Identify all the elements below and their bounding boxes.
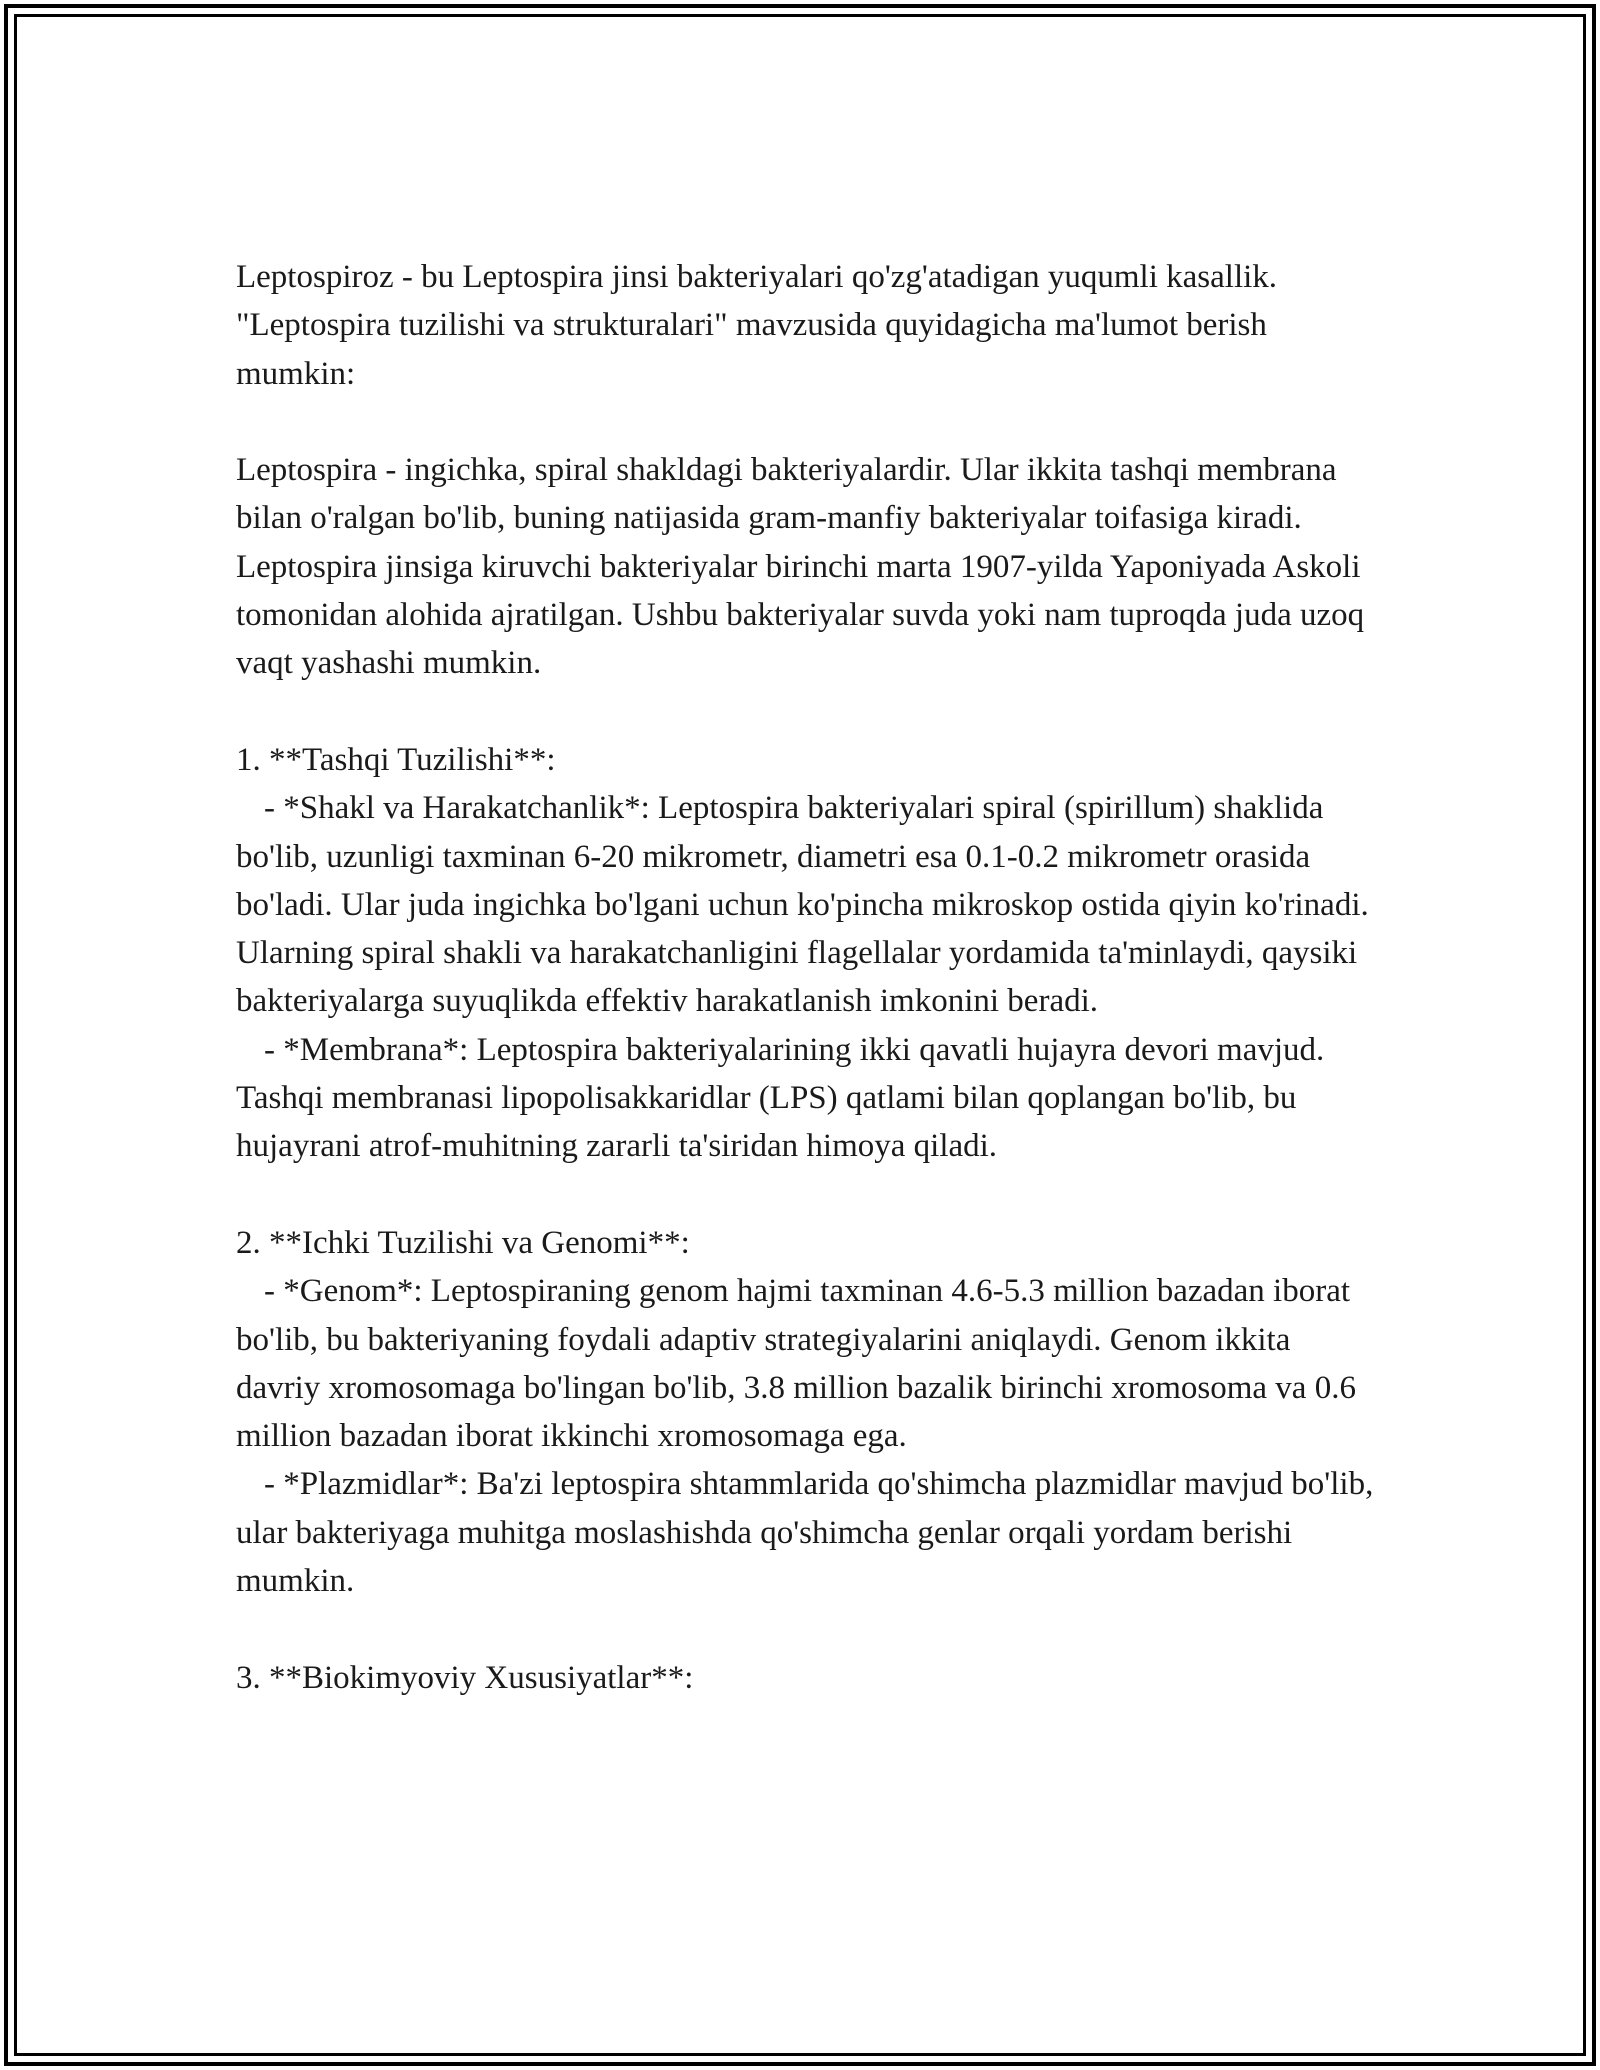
intro-paragraph: Leptospiroz - bu Leptospira jinsi bakteriyalari qo'zg'atadigan yuqumli kasallik. "Leptospira tuzilishi va strukturalari" mavzusida quyidagicha ma'lumot berish mumkin: <box>236 259 1286 392</box>
section-2-item-genome: - *Genom*: Leptospiraning genom hajmi taxminan 4.6-5.3 million bazadan iborat bo'lib, bu bakteriyaning foydali adaptiv strategiyalarini aniqlaydi. Genom ikkita davriy xromosomaga bo'lingan bo'lib, 3.8 million bazalik birinchi xromosoma va 0.6 million bazadan iborat ikkinchi xromosomaga ega. <box>236 1273 1365 1455</box>
section-2-heading: 2. **Ichki Tuzilishi va Genomi**: <box>236 1224 690 1261</box>
section-3-heading: 3. **Biokimyoviy Xususiyatlar**: <box>236 1659 694 1696</box>
paragraph-gap <box>236 1605 1376 1653</box>
section-1-item-membrane: - *Membrana*: Leptospira bakteriyalarining ikki qavatli hujayra devori mavjud. Tashqi membranasi lipopolisakkaridlar (LPS) qatlami bilan qoplangan bo'lib, bu hujayrani atrof-muhitning zararli ta'siridan himoya qiladi. <box>236 1031 1332 1165</box>
document-body <box>236 253 1382 1702</box>
section-1-item-shape: - *Shakl va Harakatchanlik*: Leptospira bakteriyalari spiral (spirillum) shaklida bo'lib, uzunligi taxminan 6-20 mikrometr, diametri esa 0.1-0.2 mikrometr orasida bo'ladi. Ular juda ingichka bo'lgani uchun ko'pincha mikroskop ostida qiyin ko'rinadi. Ularning spiral shakli va harakatchanligini flagellalar yordamida ta'minlaydi, qaysiki bakteriyalarga suyuqlikda effektiv harakatlanish imkonini beradi. <box>236 790 1377 1020</box>
paragraph-gap <box>236 1171 1376 1219</box>
section-2-item-plasmids: - *Plazmidlar*: Ba'zi leptospira shtammlarida qo'shimcha plazmidlar mavjud bo'lib, ular bakteriyaga muhitga moslashishda qo'shimcha genlar orqali yordam berishi mumkin. <box>236 1466 1382 1600</box>
section-1-heading: 1. **Tashqi Tuzilishi**: <box>236 741 556 778</box>
overview-paragraph: Leptospira - ingichka, spiral shakldagi bakteriyalardir. Ular ikkita tashqi membrana bilan o'ralgan bo'lib, buning natijasida gram-manfiy bakteriyalar toifasiga kiradi. Leptospira jinsiga kiruvchi bakteriyalar birinchi marta 1907-yilda Yaponiyada Askoli tomonidan alohida ajratilgan. Ushbu bakteriyalar suvda yoki nam tuproqda juda uzoq vaqt yashashi mumkin. <box>236 452 1373 682</box>
paragraph-gap <box>236 398 1376 446</box>
paragraph-gap <box>236 688 1376 736</box>
